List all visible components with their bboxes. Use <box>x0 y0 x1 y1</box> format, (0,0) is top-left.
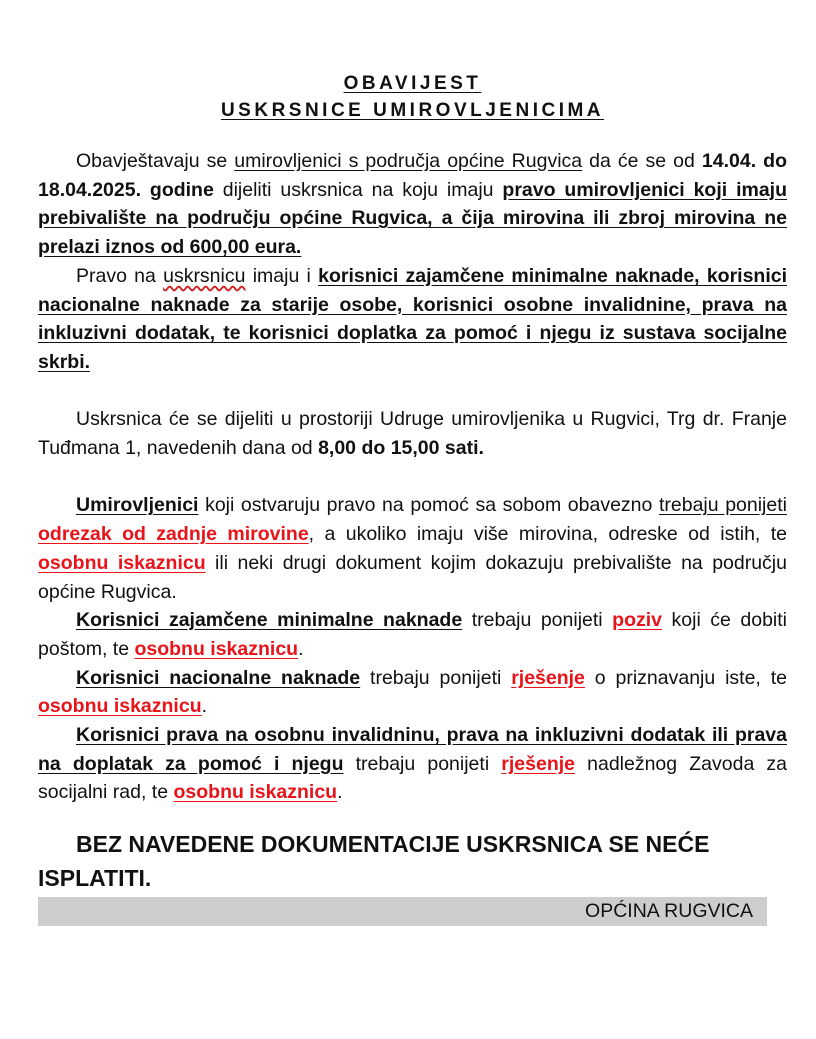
required-document: osobnu iskaznicu <box>173 781 338 804</box>
beneficiary-groups: korisnici zajamčene minimalne naknade, korisnici nacionalne naknade za starije osobe, korisnici osobne invalidnine, prava na inkluzivni dodatak, te korisnici doplatka za pomoć i njegu iz sustava socijalne skrbi. <box>38 264 788 373</box>
warning-text: BEZ NAVEDENE DOKUMENTACIJE USKRSNICA SE NEĆE ISPLATITI. <box>38 831 710 892</box>
paragraph-pensioners-documents <box>38 491 787 606</box>
text-run: . <box>337 781 343 804</box>
paragraph-other-beneficiaries <box>38 262 787 377</box>
text-run: Umirovljenici <box>76 494 199 517</box>
paragraph-eligibility <box>38 147 787 262</box>
text-run: da će se od <box>582 150 702 172</box>
text-run: uskrsnicu <box>163 264 246 287</box>
text-run: ili neki drugi dokument kojim dokazuju prebivalište na području općine Rugvica. <box>38 551 787 603</box>
required-document: rješenje <box>501 752 575 775</box>
text-run: koji ostvaruju pravo na pomoć sa sobom obavezno <box>198 494 659 517</box>
required-document: odrezak od zadnje mirovine <box>38 523 309 546</box>
required-document: rješenje <box>511 666 585 689</box>
signature-bar <box>38 897 767 926</box>
text-run: imaju i <box>245 264 319 287</box>
text-run: Uskrsnica će se dijeliti u prostoriji Udruge umirovljenika u Rugvici, Trg dr. Franje Tuđmana 1, navedenih dana od <box>38 408 787 460</box>
notice-title <box>38 70 787 124</box>
text-run: trebaju ponijeti <box>343 752 502 775</box>
paragraph-minimum-allowance <box>38 606 787 663</box>
text-run: trebaju ponijeti <box>360 666 512 689</box>
notice-document <box>38 70 787 926</box>
required-document: poziv <box>612 609 662 632</box>
text-run: trebaju ponijeti <box>462 609 613 632</box>
text-run: dijeliti uskrsnica na koju imaju <box>213 178 503 201</box>
text-run: Pravo na <box>76 264 164 287</box>
text-run: Korisnici nacionalne naknade <box>76 666 361 689</box>
text-run: Obavještavaju se <box>76 150 235 172</box>
text-run: Korisnici prava na osobnu invalidninu, prava na inkluzivni dodatak ili prava na doplatak za pomoć i njegu <box>38 724 787 775</box>
required-document: osobnu iskaznicu <box>38 695 202 718</box>
text-run: umirovljenici s područja općine Rugvica <box>234 150 583 172</box>
paragraph-national-allowance <box>38 664 787 721</box>
paragraph-disability-benefits <box>38 721 787 807</box>
text-run: koji će dobiti poštom, te <box>38 609 788 660</box>
required-document: osobnu iskaznicu <box>38 551 206 574</box>
signature-text: OPĆINA RUGVICA <box>585 900 753 923</box>
text-run: nadležnog Zavoda za socijalni rad, te <box>38 752 788 804</box>
distribution-dates: 14.04. do 18.04.2025. godine <box>38 150 787 201</box>
text-run: , a ukoliko imaju više mirovina, odreske od istih, te <box>308 523 787 546</box>
opening-hours: 8,00 do 15,00 sati. <box>318 437 484 460</box>
eligibility-condition: pravo umirovljenici koji imaju prebivalište na području općine Rugvica, a čija mirovina ili zbroj mirovina ne prelazi iznos od 600,00 eura. <box>38 178 788 259</box>
text-run: trebaju ponijeti <box>658 494 787 517</box>
text-run: o priznavanju iste, te <box>584 666 787 689</box>
title-line-1: OBAVIJEST <box>343 73 482 94</box>
text-run: . <box>298 637 304 660</box>
text-run: . <box>201 695 208 718</box>
paragraph-location <box>38 405 787 462</box>
required-document: osobnu iskaznicu <box>134 637 299 660</box>
title-line-2: USKRSNICE UMIROVLJENICIMA <box>220 100 605 121</box>
text-run: Korisnici zajamčene minimalne naknade <box>76 609 463 632</box>
